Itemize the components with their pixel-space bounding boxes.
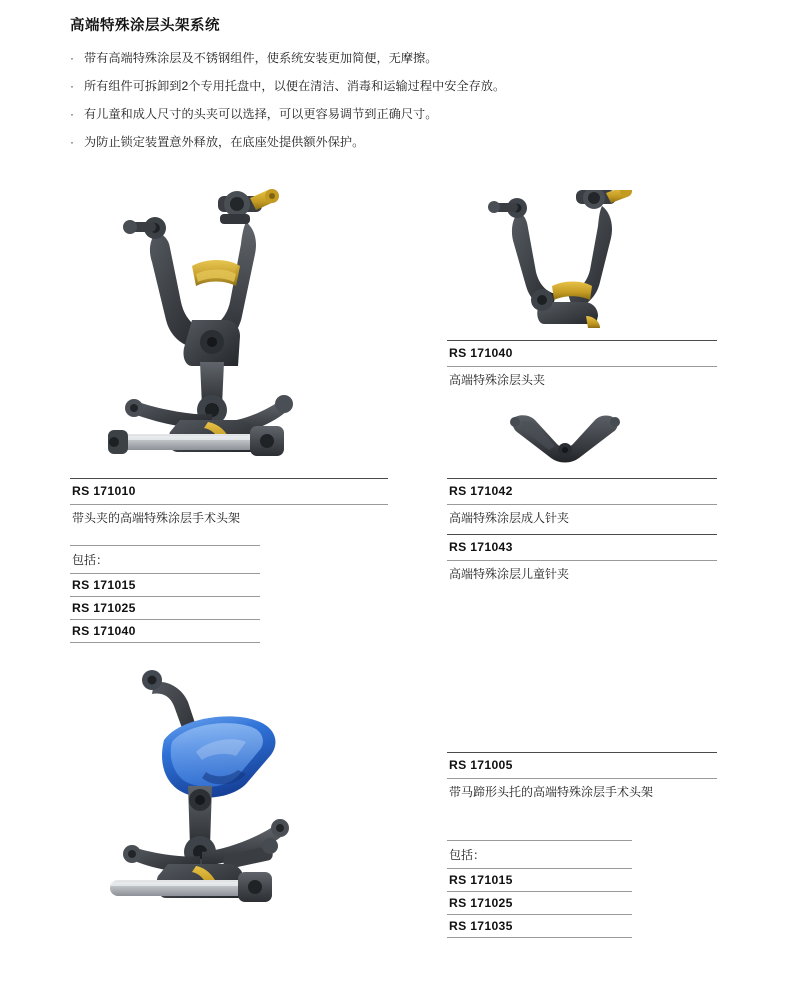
includes-label: 包括： <box>72 553 109 567</box>
bullet-marker-icon: · <box>70 79 74 93</box>
figure-headframe-clamp <box>100 170 400 470</box>
list-item-text: 所有组件可拆卸到2个专用托盘中，以便在清洁、消毒和运输过程中安全存放。 <box>84 79 506 93</box>
bullet-marker-icon: · <box>70 51 74 65</box>
product-description: 高端特殊涂层头夹 <box>449 373 546 387</box>
bullet-marker-icon: · <box>70 107 74 121</box>
figure-pin-holder <box>505 408 625 468</box>
includes-rs-171005 <box>447 840 632 938</box>
includes-rs-171010 <box>70 545 260 643</box>
product-code: RS 171040 <box>449 346 513 360</box>
product-description: 带马蹄形头托的高端特殊涂层手术头架 <box>449 785 654 799</box>
includes-item: RS 171015 <box>449 873 513 887</box>
product-code: RS 171043 <box>449 540 513 554</box>
product-code: RS 171005 <box>449 758 513 772</box>
fig-pin-holder-graphic <box>505 408 625 468</box>
list-item <box>70 50 720 66</box>
includes-label: 包括： <box>449 848 486 862</box>
product-description: 高端特殊涂层成人针夹 <box>449 511 570 525</box>
list-item <box>70 134 720 150</box>
list-item-text: 有儿童和成人尺寸的头夹可以选择，可以更容易调节到正确尺寸。 <box>84 107 438 121</box>
bullet-marker-icon: · <box>70 135 74 149</box>
includes-item: RS 171025 <box>449 896 513 910</box>
fig-headframe-clamp-graphic <box>100 170 400 470</box>
fig-head-clamp-graphic <box>480 190 660 330</box>
list-item <box>70 78 720 94</box>
list-item <box>70 106 720 122</box>
fig-headframe-horseshoe-graphic <box>110 660 400 990</box>
page-title: 高端特殊涂层头架系统 <box>70 18 220 34</box>
product-code: RS 171042 <box>449 484 513 498</box>
caption-rs-171010 <box>70 478 388 534</box>
caption-rs-171042 <box>447 478 717 534</box>
product-description: 高端特殊涂层儿童针夹 <box>449 567 570 581</box>
figure-headframe-horseshoe <box>110 660 400 990</box>
includes-item: RS 171025 <box>72 601 136 615</box>
caption-rs-171040 <box>447 340 717 396</box>
product-description: 带头夹的高端特殊涂层手术头架 <box>72 511 241 525</box>
divider <box>70 642 260 643</box>
includes-item: RS 171035 <box>449 919 513 933</box>
product-code: RS 171010 <box>72 484 136 498</box>
list-item-text: 带有高端特殊涂层及不锈钢组件，使系统安装更加简便，无摩擦。 <box>84 51 438 65</box>
includes-item: RS 171015 <box>72 578 136 592</box>
caption-rs-171005 <box>447 752 717 808</box>
divider <box>447 937 632 938</box>
list-item-text: 为防止锁定装置意外释放，在底座处提供额外保护。 <box>84 135 365 149</box>
caption-rs-171043 <box>447 534 717 590</box>
includes-item: RS 171040 <box>72 624 136 638</box>
figure-head-clamp <box>480 190 660 330</box>
feature-bullet-list <box>70 50 720 162</box>
